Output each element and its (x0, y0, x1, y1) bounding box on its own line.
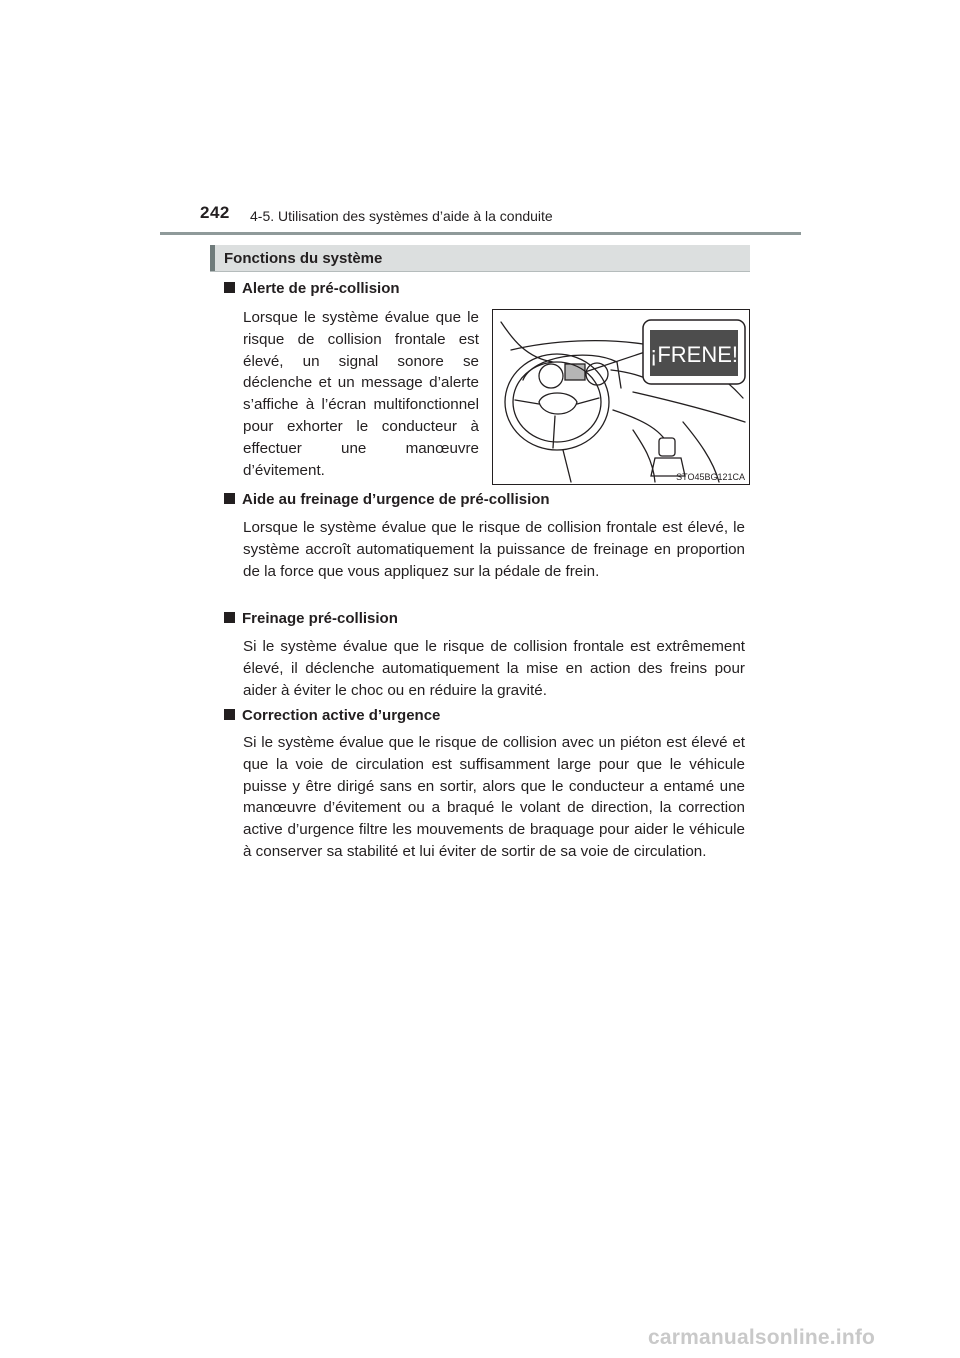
header-rule (160, 232, 801, 235)
item-heading-emergency-brake-assist (224, 491, 550, 508)
display-message: ¡FRENE! (650, 342, 738, 367)
dash-lower-right (633, 392, 745, 422)
figure-dashboard-illustration (492, 309, 750, 485)
square-bullet-icon (224, 493, 235, 504)
item-text-active-steering-correction: Si le système évalue que le risque de collision avec un piéton est élevé et que la voie de circulation est suffisamment large pour que le véhicule puisse y être dirigé sans en sortir, alors que le conducteur a entamé une manœuvre d’évitement ou a braqué le volant de direction, la correction active d’urgence filtre les mouvements de braquage pour aider le véhicule à conserver sa stabilité et lui éviter de sortir de sa voie de circulation. (243, 734, 745, 860)
square-bullet-icon (224, 282, 235, 293)
item-text-pre-collision-warning: Lorsque le système évalue que le risque de collision frontale est élevé, un signal sonore se déclenche et un message d’alerte s’affiche à l’écran multifonctionnel pour exhorter le conducteur à effectuer une manœuvre d’évitement. (243, 309, 479, 479)
dash-top-line (511, 341, 643, 350)
section-title: Fonctions du système (224, 250, 383, 267)
page-number: 242 (200, 203, 230, 222)
chapter-title: 4-5. Utilisation des systèmes d’aide à la conduite (250, 208, 553, 224)
section-bar-accent (210, 245, 215, 271)
item-heading-pre-collision-braking (224, 610, 398, 627)
steering-column (563, 450, 571, 482)
steering-hub (539, 393, 577, 414)
item-heading-text: Alerte de pré-collision (242, 280, 400, 297)
multi-display (565, 364, 585, 380)
steering-wheel-rim (505, 354, 609, 450)
square-bullet-icon (224, 612, 235, 623)
steering-spoke-left (515, 400, 539, 404)
item-text-emergency-brake-assist: Lorsque le système évalue que le risque de collision frontale est élevé, le système accroît automatiquement la puissance de freinage en proportion de la force que vous appliquez sur la pédale de frein. (243, 519, 745, 580)
item-heading-text: Aide au freinage d’urgence de pré-collision (242, 491, 550, 508)
callout-line (585, 352, 645, 372)
item-heading-text: Freinage pré-collision (242, 610, 398, 627)
dashboard-illustration (493, 310, 749, 484)
gauge-left (539, 364, 563, 388)
section-bar (210, 245, 750, 272)
item-heading-pre-collision-warning (224, 280, 400, 297)
steering-spoke-bottom (553, 416, 555, 448)
watermark: carmanualsonline.info (648, 1326, 876, 1349)
figure-code: STO45BG121CA (676, 472, 745, 482)
square-bullet-icon (224, 709, 235, 720)
steering-spoke-right (577, 398, 599, 404)
item-heading-text: Correction active d’urgence (242, 707, 441, 724)
gear-knob (659, 438, 675, 456)
dash-line-left (501, 322, 553, 362)
item-heading-active-steering-correction (224, 707, 440, 724)
item-text-pre-collision-braking: Si le système évalue que le risque de collision frontale est extrêmement élevé, il déclenche automatiquement la mise en action des freins pour aider à éviter le choc ou en réduire la gravité. (243, 638, 745, 699)
